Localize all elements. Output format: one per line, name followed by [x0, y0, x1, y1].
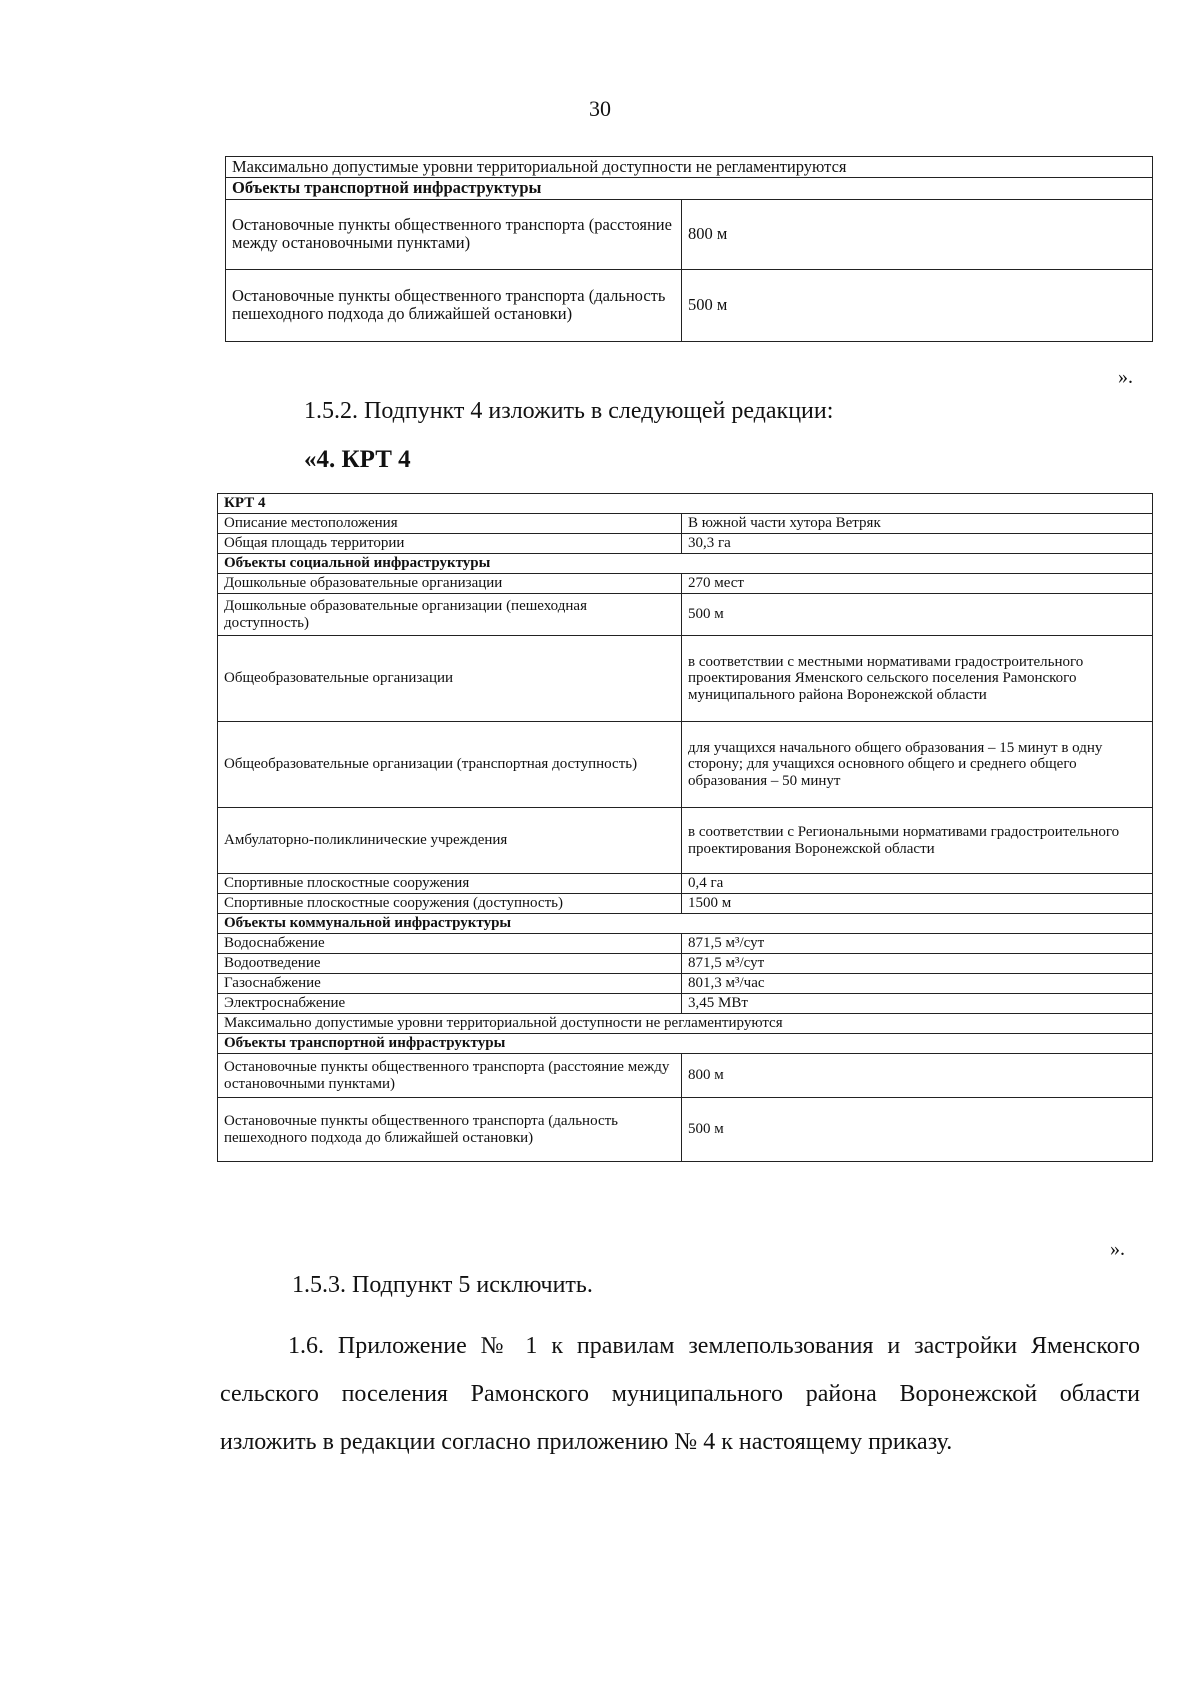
- table-row: [226, 157, 1153, 178]
- table-row: [218, 554, 1153, 574]
- row-value: 3,45 МВт: [682, 994, 1153, 1014]
- row-label: Спортивные плоскостные сооружения: [218, 874, 682, 894]
- table-row: [226, 199, 1153, 269]
- row-value: в соответствии с Региональными нормативами градостроительного проектирования Воронежской области: [682, 808, 1153, 874]
- row-label: Электроснабжение: [218, 994, 682, 1014]
- table-title-row: [218, 494, 1153, 514]
- table-row: [226, 269, 1153, 341]
- row-label: Водоотведение: [218, 954, 682, 974]
- table-row: [218, 722, 1153, 808]
- section-header-cell: Объекты транспортной инфраструктуры: [218, 1034, 1153, 1054]
- table-transport-top: [225, 156, 1153, 342]
- row-label: Дошкольные образовательные организации (пешеходная доступность): [218, 594, 682, 636]
- page-number: 30: [589, 96, 611, 121]
- row-value: 0,4 га: [682, 874, 1153, 894]
- full-width-cell: Максимально допустимые уровни территориальной доступности не регламентируются: [218, 1014, 1153, 1034]
- closing-quote: ».: [1110, 1238, 1125, 1260]
- table-row: [218, 1034, 1153, 1054]
- row-label: Водоснабжение: [218, 934, 682, 954]
- table-row: [218, 514, 1153, 534]
- row-value: В южной части хутора Ветряк: [682, 514, 1153, 534]
- row-value: 800 м: [682, 199, 1153, 269]
- table-krt4: [217, 493, 1153, 1162]
- table-row: [218, 594, 1153, 636]
- table-row: [218, 1098, 1153, 1162]
- table-row: [218, 894, 1153, 914]
- table-row: [218, 574, 1153, 594]
- row-label: Остановочные пункты общественного транспорта (дальность пешеходного подхода до ближайшей остановки): [226, 269, 682, 341]
- table-row: [218, 1014, 1153, 1034]
- row-value: 270 мест: [682, 574, 1153, 594]
- row-value: 500 м: [682, 269, 1153, 341]
- row-label: Дошкольные образовательные организации: [218, 574, 682, 594]
- table-row: [218, 534, 1153, 554]
- table-row: [218, 636, 1153, 722]
- paragraph-1-5-3: 1.5.3. Подпункт 5 исключить.: [292, 1272, 593, 1298]
- table-row: [218, 808, 1153, 874]
- section-header-cell: Объекты социальной инфраструктуры: [218, 554, 1153, 574]
- row-label: Остановочные пункты общественного транспорта (расстояние между остановочными пунктами): [226, 199, 682, 269]
- row-label: Амбулаторно-поликлинические учреждения: [218, 808, 682, 874]
- row-value: в соответствии с местными нормативами градостроительного проектирования Яменского сельского поселения Рамонского муниципального района Воронежской области: [682, 636, 1153, 722]
- closing-quote: ».: [1118, 366, 1133, 388]
- row-value: 1500 м: [682, 894, 1153, 914]
- table-row: [218, 1054, 1153, 1098]
- row-label: Общеобразовательные организации: [218, 636, 682, 722]
- full-width-cell: Максимально допустимые уровни территориальной доступности не регламентируются: [226, 157, 1153, 178]
- row-value: 871,5 м³/сут: [682, 954, 1153, 974]
- row-label: Общеобразовательные организации (транспортная доступность): [218, 722, 682, 808]
- row-value: 30,3 га: [682, 534, 1153, 554]
- paragraph-1-5-2: 1.5.2. Подпункт 4 изложить в следующей редакции:: [304, 398, 834, 424]
- table-title-cell: КРТ 4: [218, 494, 1153, 514]
- paragraph-1-6: 1.6. Приложение № 1 к правилам землепользования и застройки Яменского сельского поселения Рамонского муниципального района Воронежской области изложить в редакции согласно приложению № 4 к настоящему приказу.: [220, 1333, 1140, 1455]
- table-row: [218, 914, 1153, 934]
- row-value: 500 м: [682, 1098, 1153, 1162]
- row-label: Спортивные плоскостные сооружения (доступность): [218, 894, 682, 914]
- section-header-cell: Объекты коммунальной инфраструктуры: [218, 914, 1153, 934]
- table-row: [218, 974, 1153, 994]
- section-header-cell: Объекты транспортной инфраструктуры: [226, 178, 1153, 199]
- table-row: [218, 954, 1153, 974]
- row-label: Остановочные пункты общественного транспорта (дальность пешеходного подхода до ближайшей остановки): [218, 1098, 682, 1162]
- row-label: Описание местоположения: [218, 514, 682, 534]
- table-row: [218, 994, 1153, 1014]
- row-value: 500 м: [682, 594, 1153, 636]
- section-heading-krt4: «4. КРТ 4: [304, 446, 411, 473]
- row-label: Газоснабжение: [218, 974, 682, 994]
- row-label: Остановочные пункты общественного транспорта (расстояние между остановочными пунктами): [218, 1054, 682, 1098]
- row-value: 801,3 м³/час: [682, 974, 1153, 994]
- table-row: [218, 874, 1153, 894]
- table-row: [218, 934, 1153, 954]
- row-label: Общая площадь территории: [218, 534, 682, 554]
- table-row: [226, 178, 1153, 199]
- row-value: 871,5 м³/сут: [682, 934, 1153, 954]
- row-value: 800 м: [682, 1054, 1153, 1098]
- row-value: для учащихся начального общего образования – 15 минут в одну сторону; для учащихся основного общего и среднего общего образования – 50 минут: [682, 722, 1153, 808]
